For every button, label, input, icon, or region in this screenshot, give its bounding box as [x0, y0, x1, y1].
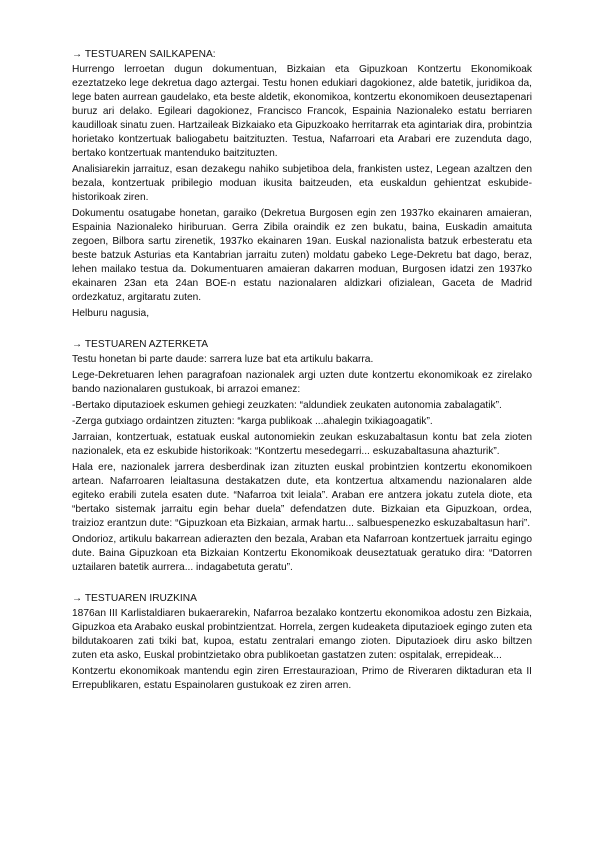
paragraph: Testu honetan bi parte daude: sarrera luze bat eta artikulu bakarra. — [72, 354, 374, 365]
section-iruzkina — [72, 592, 532, 693]
section-spacer — [72, 577, 532, 592]
paragraph: Ondorioz, artikulu bakarrean adierazten den bezala, Araban eta Nafarroan kontzertuek jarraitu egingo dute. Baina Gipuzkoan eta Bizkaian Kontzertu Ekonomikoak deuseztatuak geratuko dira: “Datorren uztailaren batetik aurrera... indagabetuta geratu”. — [72, 534, 532, 573]
paragraph: -Zerga gutxiago ordaintzen zituzten: “karga publikoak ...ahalegin txikiagoagatik”. — [72, 416, 433, 427]
document-page — [72, 48, 532, 695]
section-heading: → TESTUAREN SAILKAPENA: — [72, 49, 216, 60]
paragraph: 1876an III Karlistaldiaren bukaerarekin, Nafarroa bezalako kontzertu ekonomikoa adostu zen Bizkaia, Gipuzkoa eta Arabako euskal probintzientzat. Horrela, zergen kudeaketa diputazioek egingo zuten eta bildutakoaren zati txiki bat, kupoa, estatu zentralari emango zioten. Diputazioek diru asko biltzen zuten eta asko, Euskal probintzietako obra publikoetan gastatzen zuten: ospitalak, errepideak... — [72, 608, 532, 661]
paragraph: Jarraian, kontzertuak, estatuak euskal autonomiekin zeukan eskuzabaltasun kontu bat zela zioten nazionalek, eta ez eskubide historikoak: “Kontzertu mesedegarri... eskuzabaltasuna ahazturik”. — [72, 432, 532, 457]
paragraph: Analisiarekin jarraituz, esan dezakegu nahiko subjetiboa dela, frankisten ustez, Legean azaltzen den bezala, kontzertuak pribilegio moduan ikusita baitzeuden, eta euskaldun gehientzat eskubide-historikoak ziren. — [72, 164, 532, 203]
section-spacer — [72, 323, 532, 338]
paragraph: Lege-Dekretuaren lehen paragrafoan nazionalek argi uzten dute kontzertu ekonomikoak ez zirelako bando nazionalaren gustukoak, bi arrazoi emanez: — [72, 370, 532, 395]
paragraph: Helburu nagusia, — [72, 308, 150, 319]
paragraph: Kontzertu ekonomikoak mantendu egin ziren Errestaurazioan, Primo de Riveraren diktaduran eta II Errepublikaren, estatu Espainolaren gustukoak ez ziren arren. — [72, 666, 532, 691]
section-sailkapena — [72, 48, 532, 321]
section-heading: → TESTUAREN IRUZKINA — [72, 593, 197, 604]
paragraph: Hurrengo lerroetan dugun dokumentuan, Bizkaian eta Gipuzkoan Kontzertu Ekonomikoak ezeztatzeko lege dekretua dago aztergai. Testu honen edukiari dagokionez, alde batetik, juridikoa da, lege baten aurrean gaudelako, eta beste aldetik, ekonomikoa, kontzertu ekonomikoen deuseztapenari buruz ari delako. Egileari dagokionez, Francisco Francok, Espainia Nazionaleko estatu berriaren kaudilloak sinatu zuen. Hartzaileak Bizkaiako eta Gipuzkoako herritarrak eta agintariak dira, probintzia horietako kontzertuak baliogabetu baitzituzten. Testua, Nafarroari eta Arabari ere zuzenduta dago, bertako kontzertuak mantenduko baitzituzten. — [72, 64, 532, 159]
paragraph: Hala ere, nazionalek jarrera desberdinak izan zituzten euskal probintzien kontzertu ekonomikoen artean. Nafarroaren leialtasuna destakatzen dute, eta kontzertua altxamendu nazionalaren alde egiteko erabili zutela esaten dute. “Nafarroa txit leiala”. Araban ere antzera jokatu zutela diote, eta “bertako sistemak jarraitu egin behar duela” defendatzen dute. Bizkaian eta Gipuzkoan, ordea, traizioz erantzun dute: “Gipuzkoan eta Bizkaian, armak hartu... salbuespenezko eskuzabaltasun hari”. — [72, 462, 532, 529]
paragraph: -Bertako diputazioek eskumen gehiegi zeuzkaten: “aldundiek zeukaten autonomia zabalagatik”. — [72, 400, 502, 411]
paragraph: Dokumentu osatugabe honetan, garaiko (Dekretua Burgosen egin zen 1937ko ekainaren amaieran, Espainia Nazionaleko hiriburuan. Gerra Zibila oraindik ez zen bukatu, baina, Euskadin amaituta zegoen, Bilbora sartu zirenetik, 1937ko ekainaren 19an. Euskal nazionalista batzuk erbesteratu eta beste batzuk Asturias eta Kantabrian jarraitu zuten) moldatu gabeko Lege-Dekretu bat dago, beraz, lehen mailako testua da. Dokumentuaren amaieran dakarren moduan, Burgosen idatzi zen 1937ko ekainaren 23an eta 24an BOE-n estatu nazionalaren aldizkari ofizialean, Gaceta de Madrid ordezkatuz, argitaratu zuten. — [72, 208, 532, 303]
section-heading: → TESTUAREN AZTERKETA — [72, 339, 209, 350]
section-azterketa — [72, 338, 532, 575]
